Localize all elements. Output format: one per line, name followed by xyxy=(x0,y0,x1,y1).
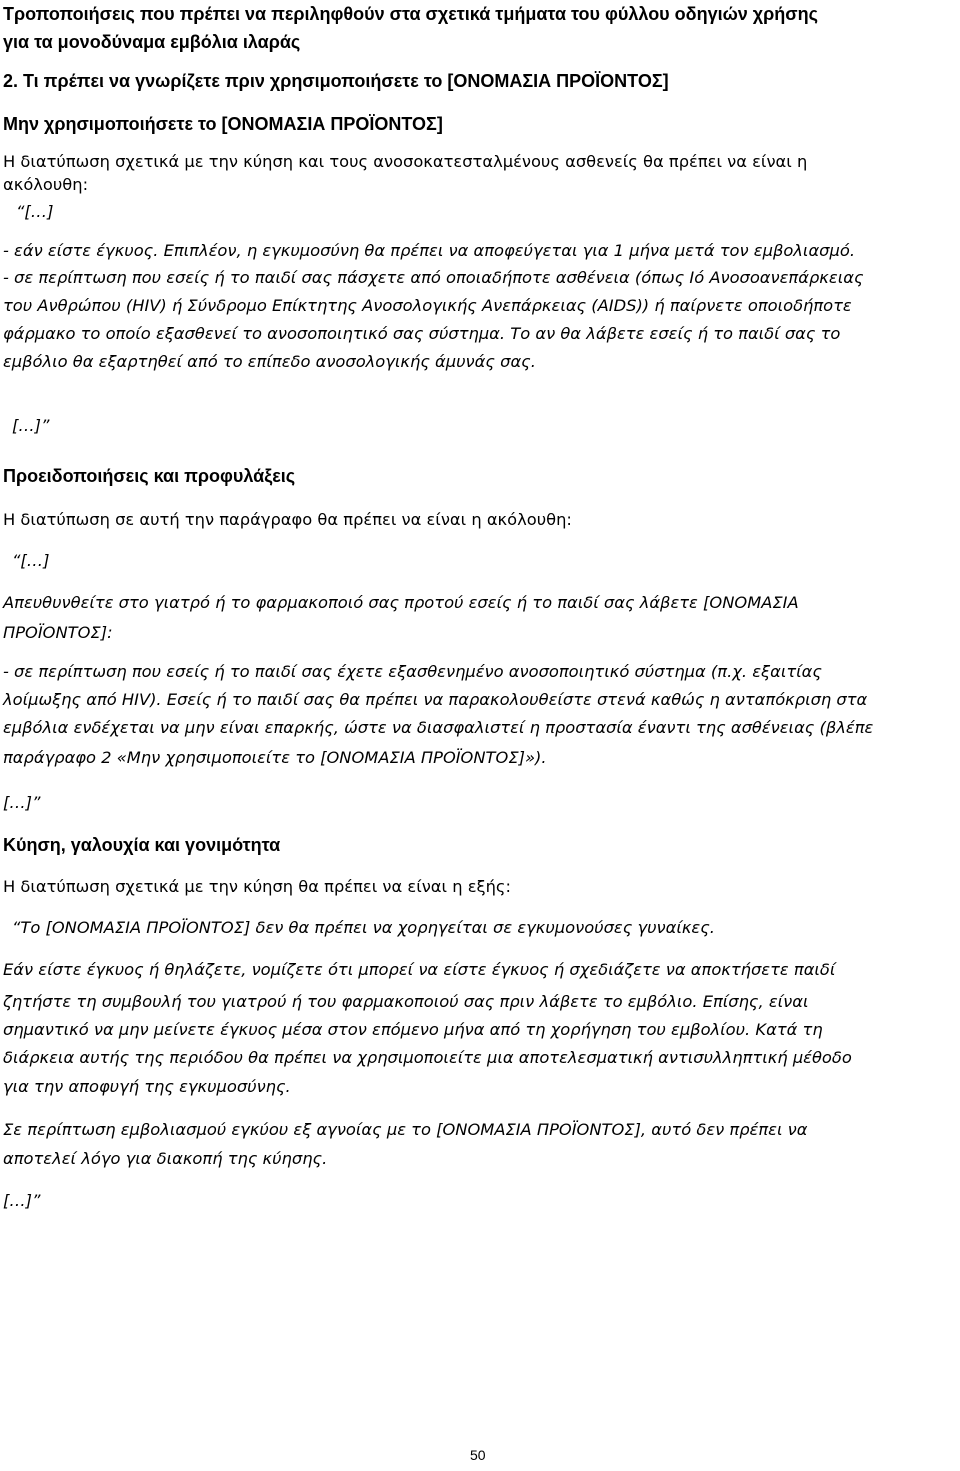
weakened-immunity-line-1: - σε περίπτωση που εσείς ή το παιδί σας έχετε εξασθενημένο ανοσοποιητικό σύστημα (π.χ. εξαιτίας xyxy=(3,662,822,681)
quote-open-marker: “[…] xyxy=(16,202,54,221)
wording-statement-line-1: Η διατύπωση σχετικά με την κύηση και τους ανοσοκατεσταλμένους ασθενείς θα πρέπει να είναι η xyxy=(3,152,808,171)
quote-open-marker: “[…] xyxy=(12,551,50,570)
immune-contraindication-line-2: του Ανθρώπου (HIV) ή Σύνδρομο Επίκτητης Ανοσολογικής Ανεπάρκειας (AIDS)) ή παίρνετε οποιοδήποτε xyxy=(3,296,852,315)
accidental-vaccination-line-1: Σε περίπτωση εμβολιασμού εγκύου εξ αγνοίας με το [ΟΝΟΜΑΣΙΑ ΠΡΟΪΟΝΤΟΣ], αυτό δεν πρέπει να xyxy=(3,1120,808,1139)
pregnancy-contraindication: - εάν είστε έγκυος. Επιπλέον, η εγκυμοσύνη θα πρέπει να αποφεύγεται για 1 μήνα μετά τον εμβολιασμό. xyxy=(3,241,855,260)
consult-doctor-line-1: Απευθυνθείτε στο γιατρό ή το φαρμακοποιό σας προτού εσείς ή το παιδί σας λάβετε [ΟΝΟΜΑΣΙΑ xyxy=(3,593,799,612)
document-title-line-2: για τα μονοδύναμα εμβόλια ιλαράς xyxy=(3,32,301,52)
page-number: 50 xyxy=(470,1447,486,1463)
pregnancy-quote-line: “Το [ΟΝΟΜΑΣΙΑ ΠΡΟΪΟΝΤΟΣ] δεν θα πρέπει να χορηγείται σε εγκυμονούσες γυναίκες. xyxy=(12,918,715,937)
immune-contraindication-line-3: φάρμακο το οποίο εξασθενεί το ανοσοποιητικό σας σύστημα. Το αν θα λάβετε εσείς ή το παιδί σας το xyxy=(3,324,841,343)
weakened-immunity-line-4: παράγραφο 2 «Μην χρησιμοποιείτε το [ΟΝΟΜΑΣΙΑ ΠΡΟΪΟΝΤΟΣ]»). xyxy=(3,748,547,767)
document-title-line-1: Τροποποιήσεις που πρέπει να περιληφθούν στα σχετικά τμήματα του φύλλου οδηγιών χρήσης xyxy=(3,4,818,24)
warnings-statement: Η διατύπωση σε αυτή την παράγραφο θα πρέπει να είναι η ακόλουθη: xyxy=(3,510,572,529)
pregnant-advice-line-5: για την αποφυγή της εγκυμοσύνης. xyxy=(3,1077,291,1096)
quote-close-marker: […]” xyxy=(3,793,41,812)
weakened-immunity-line-2: λοίμωξης από HIV). Εσείς ή το παιδί σας θα πρέπει να παρακολουθείστε στενά καθώς η ανταπόκριση στα xyxy=(3,690,868,709)
quote-close-marker: […]” xyxy=(3,1191,41,1210)
heading-warnings-precautions: Προειδοποιήσεις και προφυλάξεις xyxy=(3,466,296,486)
weakened-immunity-line-3: εμβόλια ενδέχεται να μην είναι επαρκής, ώστε να διασφαλιστεί η προστασία έναντι της ασθένειας (βλέπε xyxy=(3,718,874,737)
consult-doctor-line-2: ΠΡΟΪΟΝΤΟΣ]: xyxy=(3,623,113,642)
heading-do-not-use: Μην χρησιμοποιήσετε το [ΟΝΟΜΑΣΙΑ ΠΡΟΪΟΝΤΟΣ] xyxy=(3,114,443,134)
heading-pregnancy-fertility: Κύηση, γαλουχία και γονιμότητα xyxy=(3,835,281,855)
pregnant-advice-line-4: διάρκεια αυτής της περιόδου θα πρέπει να χρησιμοποιείτε μια αποτελεσματική αντισυλληπτική μέθοδο xyxy=(3,1048,852,1067)
immune-contraindication-line-4: εμβόλιο θα εξαρτηθεί από το επίπεδο ανοσολογικής άμυνάς σας. xyxy=(3,352,536,371)
pregnant-advice-line-2: ζητήστε τη συμβουλή του γιατρού ή του φαρμακοποιού σας πριν λάβετε το εμβόλιο. Επίσης, είναι xyxy=(3,992,809,1011)
accidental-vaccination-line-2: αποτελεί λόγο για διακοπή της κύησης. xyxy=(3,1149,328,1168)
quote-close-marker: […]” xyxy=(12,416,50,435)
section-heading-what-to-know: 2. Τι πρέπει να γνωρίζετε πριν χρησιμοποιήσετε το [ΟΝΟΜΑΣΙΑ ΠΡΟΪΟΝΤΟΣ] xyxy=(3,71,669,91)
pregnancy-statement: Η διατύπωση σχετικά με την κύηση θα πρέπει να είναι η εξής: xyxy=(3,877,511,896)
pregnant-advice-line-3: σημαντικό να μην μείνετε έγκυος μέσα στον επόμενο μήνα από τη χορήγηση του εμβολίου. Κατά τη xyxy=(3,1020,823,1039)
pregnant-advice-line-1: Εάν είστε έγκυος ή θηλάζετε, νομίζετε ότι μπορεί να είστε έγκυος ή σχεδιάζετε να αποκτήσετε παιδί xyxy=(3,960,836,979)
wording-statement-line-2: ακόλουθη: xyxy=(3,175,89,194)
immune-contraindication-line-1: - σε περίπτωση που εσείς ή το παιδί σας πάσχετε από οποιαδήποτε ασθένεια (όπως Ιό Ανοσοανεπάρκειας xyxy=(3,268,864,287)
